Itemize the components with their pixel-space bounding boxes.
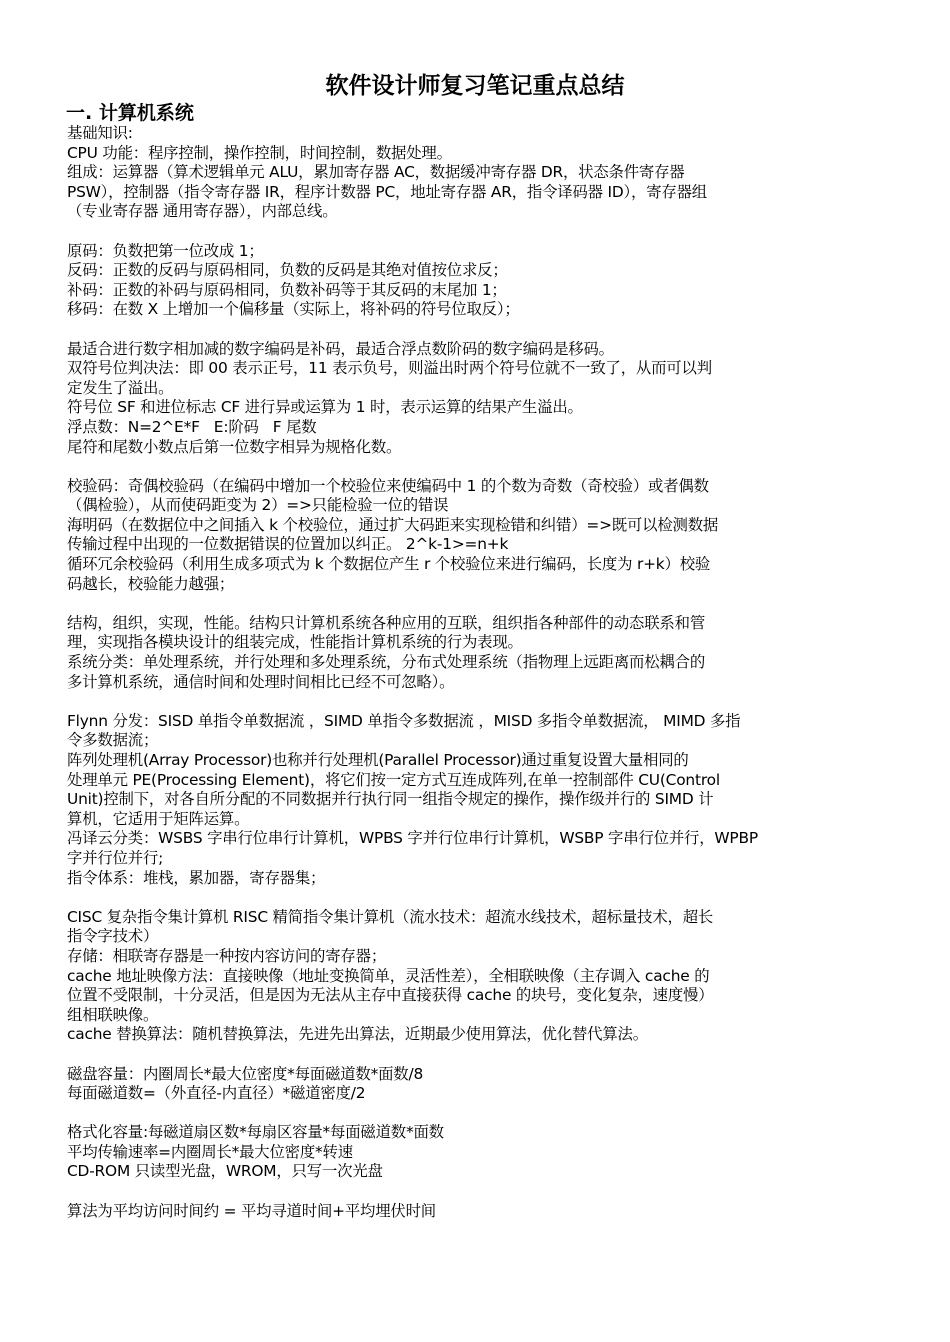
paragraph-gap [67,594,889,614]
paragraph-gap [67,692,889,712]
text-line: 定发生了溢出。 [67,378,174,397]
text-line: 海明码（在数据位中之间插入 k 个校验位，通过扩大码距来实现检错和纠错）=>既可以检测数据 [67,515,719,534]
text-line: （专业寄存器 通用寄存器），内部总线。 [67,202,338,221]
text-line: 双符号位判决法：即 00 表示正号，11 表示负号，则溢出时两个符号位就不一致了，从而可以判 [67,359,712,378]
text-line: 系统分类：单处理系统，并行处理和多处理系统，分布式处理系统（指物理上远距离而松耦合的 [67,653,706,672]
text-line: 算机，它适用于矩阵运算。 [67,809,250,828]
paragraph-gap [67,1045,889,1065]
text-line: Flynn 分发：SISD 单指令单数据流 ，SIMD 单指令多数据流 ，MISD 多指令单数据流， MIMD 多指 [67,711,741,730]
text-line: 字并行位并行; [67,848,164,867]
text-line: Unit)控制下，对各自所分配的不同数据并行执行同一组指令规定的操作，操作级并行的 SIMD 计 [67,790,714,809]
text-line: 磁盘容量：内圈周长*最大位密度*每面磁道数*面数/8 [67,1064,424,1083]
paragraph-gap [67,320,889,340]
paragraph-gap [67,222,889,242]
text-line: （偶检验），从而使码距变为 2）=>只能检验一位的错误 [67,496,449,515]
text-line: CPU 功能：程序控制，操作控制，时间控制，数据处理。 [67,143,452,162]
text-line: 组成：运算器（算术逻辑单元 ALU，累加寄存器 AC，数据缓冲寄存器 DR，状态条件寄存器 [67,163,685,182]
paragraph-gap [67,457,889,477]
text-line: 位置不受限制，十分灵活，但是因为无法从主存中直接获得 cache 的块号，变化复杂，速度慢） [67,986,714,1005]
paragraph [67,614,889,692]
paragraph [67,1202,889,1222]
text-line: 指令字技术） [67,927,159,946]
section-heading: 一. 计算机系统 [66,102,194,124]
text-line: 结构，组织，实现，性能。结构只计算机系统各种应用的互联，组织指各种部件的动态联系和管 [67,613,706,632]
text-line: 理，实现指各模块设计的组装完成，性能指计算机系统的行为表现。 [67,633,523,652]
text-line: PSW），控制器（指令寄存器 IR，程序计数器 PC，地址寄存器 AR，指令译码器 ID），寄存器组 [67,182,707,201]
document-title: 软件设计师复习笔记重点总结 [325,73,625,99]
text-line: 校验码：奇偶校验码（在编码中增加一个校验位来使编码中 1 的个数为奇数（奇校验）或者偶数 [67,476,709,495]
text-line: 每面磁道数=（外直径-内直径）*磁道密度/2 [67,1084,366,1103]
paragraph-gap [67,888,889,908]
text-line: 符号位 SF 和进位标志 CF 进行异或运算为 1 时，表示运算的结果产生溢出。 [67,398,583,417]
text-line: 原码：负数把第一位改成 1； [67,241,264,260]
text-line: 基础知识: [67,124,133,142]
paragraph [67,908,889,1045]
text-line: 阵列处理机(Array Processor)也称并行处理机(Parallel Processor)通过重复设置大量相同的 [67,751,689,769]
paragraph [67,1065,889,1104]
text-line: 移码：在数 X 上增加一个偏移量（实际上，将补码的符号位取反）； [67,300,520,319]
text-line: cache 替换算法：随机替换算法，先进先出算法，近期最少使用算法，优化替代算法。 [67,1025,648,1044]
paragraph [67,1123,889,1182]
text-line: 反码：正数的反码与原码相同，负数的反码是其绝对值按位求反； [67,261,508,280]
text-line: 补码：正数的补码与原码相同，负数补码等于其反码的末尾加 1； [67,280,507,299]
paragraph [67,242,889,320]
text-line: 冯译云分类：WSBS 字串行位串行计算机，WPBS 字并行位串行计算机，WSBP 字串行位并行，WPBP [67,829,758,848]
text-line: 浮点数：N=2^E*F E:阶码 F 尾数 [67,417,317,436]
paragraph-gap [67,1182,889,1202]
document-body [67,124,889,1221]
paragraph [67,712,889,888]
text-line: cache 地址映像方法：直接映像（地址变换简单，灵活性差），全相联映像（主存调入 cache 的 [67,966,710,985]
text-line: 平均传输速率=内圈周长*最大位密度*转速 [67,1142,353,1161]
text-line: CISC 复杂指令集计算机 RISC 精简指令集计算机（流水技术：超流水线技术，超标量技术，超长 [67,907,714,926]
text-line: 最适合进行数字相加减的数字编码是补码，最适合浮点数阶码的数字编码是移码。 [67,339,614,358]
paragraph [67,124,889,222]
paragraph-gap [67,1104,889,1124]
text-line: 码越长，校验能力越强； [67,574,235,593]
text-line: 处理单元 PE(Processing Element)，将它们按一定方式互连成阵列,在单一控制部件 CU(Control [67,770,720,789]
text-line: 组相联映像。 [67,1005,159,1024]
text-line: 传输过程中出现的一位数据错误的位置加以纠正。 2^k-1>=n+k [67,535,509,554]
paragraph [67,340,889,458]
text-line: 存储：相联寄存器是一种按内容访问的寄存器； [67,946,387,965]
text-line: 令多数据流； [67,731,159,750]
paragraph [67,477,889,595]
text-line: 循环冗余校验码（利用生成多项式为 k 个数据位产生 r 个校验位来进行编码，长度为 r+k）校验 [67,555,711,574]
text-line: 算法为平均访问时间约 = 平均寻道时间+平均埋伏时间 [67,1201,436,1220]
text-line: 指令体系：堆栈，累加器，寄存器集； [67,868,326,887]
text-line: 多计算机系统，通信时间和处理时间相比已经不可忽略）。 [67,672,455,691]
text-line: CD-ROM 只读型光盘，WROM，只写一次光盘 [67,1162,383,1181]
text-line: 尾符和尾数小数点后第一位数字相异为规格化数。 [67,437,402,456]
text-line: 格式化容量:每磁道扇区数*每扇区容量*每面磁道数*面数 [67,1123,444,1142]
